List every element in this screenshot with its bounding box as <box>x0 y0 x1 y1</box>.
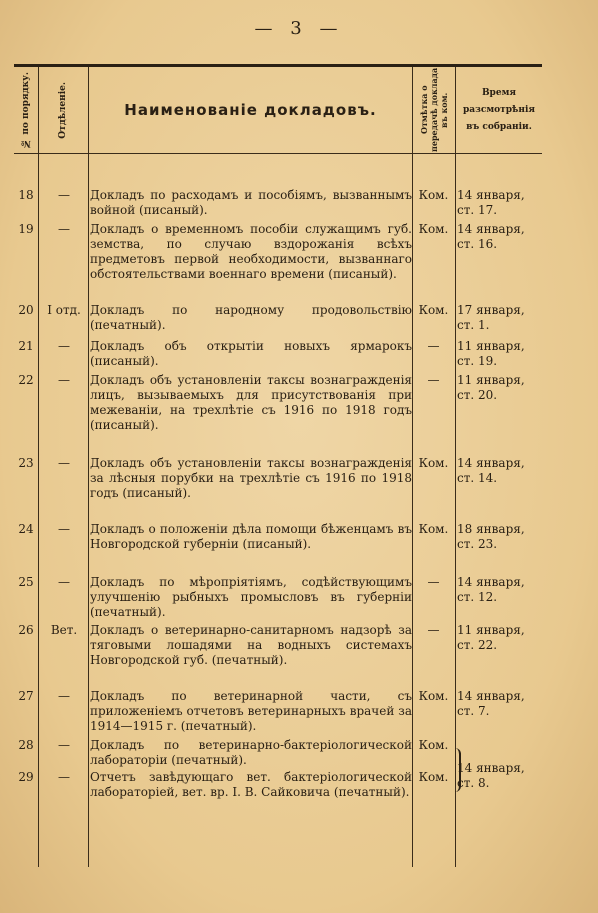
header-time: Время разсмотрѣнія въ собраніи. <box>462 87 536 132</box>
row-title: Докладъ по расходамъ и пособіямъ, вызваннымъ войной (писаный). <box>90 188 412 217</box>
row-number: 29 <box>18 770 34 784</box>
row-time: 14 января, ст. 17. <box>457 188 525 217</box>
row-title: Докладъ объ установленіи таксы вознагражденія лицъ, вызываемыхъ для присутствованія при межеваніи, на трехлѣтіе съ 1916 по 1918 годъ (писаный). <box>90 373 412 432</box>
header-mark: Отмѣтка о передачѣ доклада въ ком. <box>419 67 449 153</box>
page-number: — 3 — <box>254 18 344 39</box>
row-number: 25 <box>18 575 34 589</box>
row-department: — <box>58 689 70 703</box>
row-department: Вет. <box>50 623 78 637</box>
row-mark: Ком. <box>418 303 449 317</box>
row-title: Докладъ о временномъ пособіи служащимъ губ. земства, по случаю вздорожанія всѣхъ предметовъ первой необходимости, вызваннаго обстоятельствами военнаго времени (писаный). <box>90 222 412 281</box>
row-time: 14 января, ст. 16. <box>457 222 525 251</box>
row-time: 11 января, ст. 20. <box>457 373 525 402</box>
row-number: 19 <box>18 222 34 236</box>
row-number: 26 <box>18 623 34 637</box>
row-number: 21 <box>18 339 34 353</box>
row-mark: Ком. <box>418 770 449 784</box>
row-title: Отчетъ завѣдующаго вет. бактеріологической лабораторіей, вет. вр. І. В. Сайковича (печатный). <box>90 770 412 799</box>
row-title: Докладъ объ открытіи новыхъ ярмарокъ (писаный). <box>90 339 412 368</box>
row-title: Докладъ о положеніи дѣла помощи бѣженцамъ въ Новгородской губерніи (писаный). <box>90 522 412 551</box>
row-mark: Ком. <box>418 188 449 202</box>
row-title: Докладъ о ветеринарно-санитарномъ надзорѣ за тяговыми лошадями на водныхъ системахъ Новгородской губ. (печатный). <box>90 623 412 667</box>
row-mark: — <box>427 575 440 589</box>
row-number: 23 <box>18 456 34 470</box>
row-title: Докладъ по ветеринарно-бактеріологической лабораторіи (печатный). <box>90 738 412 767</box>
row-mark: — <box>427 339 440 353</box>
row-time: 14 января, ст. 7. <box>457 689 525 718</box>
row-department: — <box>58 456 70 470</box>
row-mark: Ком. <box>418 522 449 536</box>
row-department: I отд. <box>47 303 81 317</box>
row-department: — <box>58 222 70 236</box>
row-number: 18 <box>18 188 34 202</box>
row-time: 14 января, ст. 12. <box>457 575 525 604</box>
row-mark: — <box>427 623 440 637</box>
row-title: Докладъ объ установленіи таксы вознагражденія за лѣсныя порубки на трехлѣтіе съ 1916 по 1918 годъ (писаный). <box>90 456 412 500</box>
header-title: Наименованіе докладовъ. <box>124 101 377 119</box>
row-department: — <box>58 188 70 202</box>
header-department: Отдѣленіе. <box>58 81 68 139</box>
row-mark: — <box>427 373 440 387</box>
row-mark: Ком. <box>418 689 449 703</box>
row-mark: Ком. <box>418 456 449 470</box>
row-number: 28 <box>18 738 34 752</box>
reports-table <box>14 64 542 867</box>
row-title: Докладъ по народному продовольствію (печатный). <box>90 303 412 332</box>
row-time: 11 января, ст. 22. <box>457 623 525 652</box>
row-department: — <box>58 373 70 387</box>
row-time: 17 января, ст. 1. <box>457 303 525 332</box>
row-department: — <box>58 575 70 589</box>
shared-time: 14 января, ст. 8. <box>457 761 525 790</box>
row-mark: Ком. <box>418 222 449 236</box>
row-department: — <box>58 738 70 752</box>
row-number: 22 <box>18 373 34 387</box>
row-mark: Ком. <box>418 738 449 752</box>
row-title: Докладъ по мѣропріятіямъ, содѣйствующимъ улучшенію рыбныхъ промысловъ въ губерніи (печатный). <box>90 575 412 619</box>
row-number: 27 <box>18 689 34 703</box>
row-department: — <box>58 770 70 784</box>
row-number: 20 <box>18 303 34 317</box>
row-time: 14 января, ст. 14. <box>457 456 525 485</box>
row-department: — <box>58 522 70 536</box>
header-number: № по порядку. <box>20 72 31 148</box>
row-time: 18 января, ст. 23. <box>457 522 525 551</box>
row-department: — <box>58 339 70 353</box>
row-time: 11 января, ст. 19. <box>457 339 525 368</box>
row-title: Докладъ по ветеринарной части, съ приложеніемъ отчетовъ ветеринарныхъ врачей за 1914—1915 г. (печатный). <box>90 689 412 733</box>
row-number: 24 <box>18 522 34 536</box>
